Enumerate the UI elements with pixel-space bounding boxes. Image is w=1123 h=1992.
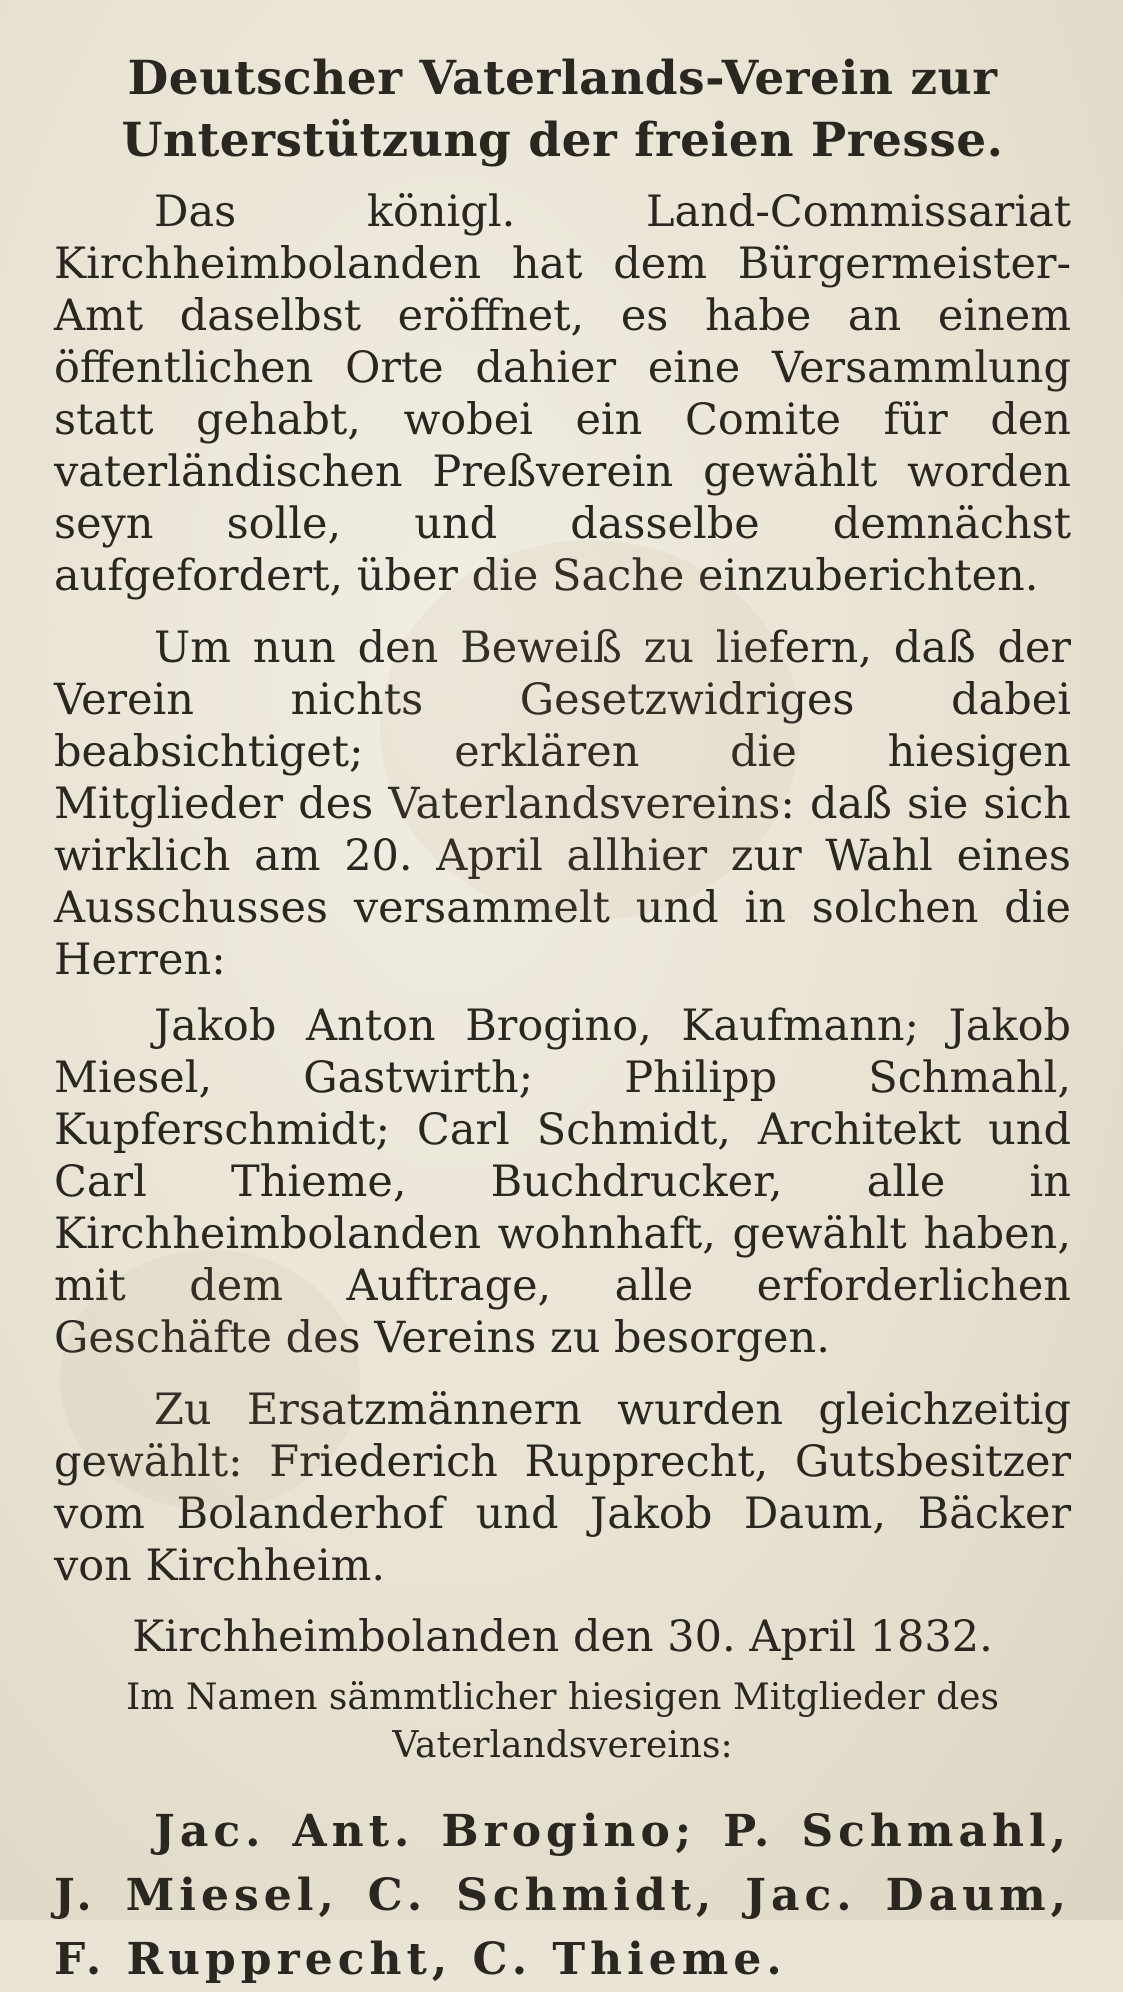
paragraph-commissariat: Das königl. Land-Commissariat Kirchheimbolanden hat dem Bürgermeister-Amt daselbst eröffnet, es habe an einem öffentlichen Orte dahier eine Versammlung statt gehabt, wobei ein Comite für den vaterländischen Preßverein gewählt worden seyn solle, und dasselbe demnächst aufgefordert, über die Sache einzuberichten.	[54, 187, 1071, 601]
paragraph-substitutes: Zu Ersatzmännern wurden gleichzeitig gewählt: Friederich Rupprecht, Gutsbesitzer vom Bolanderhof und Jakob Daum, Bäcker von Kirchheim.	[54, 1385, 1071, 1591]
paragraph-elected-members: Jakob Anton Brogino, Kaufmann; Jakob Miesel, Gastwirth; Philipp Schmahl, Kupferschmidt; Carl Schmidt, Architekt und Carl Thieme, Buchdrucker, alle in Kirchheimbolanden wohnhaft, gewählt haben, mit dem Auftrage, alle erforderlichen Geschäfte des Vereins zu besorgen.	[54, 1001, 1071, 1363]
paper-stain	[60, 1250, 360, 1510]
signatures: Jac. Ant. Brogino; P. Schmahl, J. Miesel, C. Schmidt, Jac. Daum, F. Rupprecht, C. Thieme.	[54, 1806, 1071, 1985]
paper-stain	[380, 540, 800, 920]
dateline: Kirchheimbolanden den 30. April 1832.	[132, 1612, 993, 1662]
paragraph-declaration: Um nun den Beweiß zu liefern, daß der Verein nichts Gesetzwidriges dabei beabsichtiget; erklären die hiesigen Mitglieder des Vaterlandsvereins: daß sie sich wirklich am 20. April allhier zur Wahl eines Ausschusses versammelt und in solchen die Herren:	[54, 623, 1071, 985]
on-behalf-line: Im Namen sämmtlicher hiesigen Mitglieder des Vaterlandsvereins:	[126, 1677, 999, 1766]
document-title: Deutscher Vaterlands-Verein zur Unterstützung der freien Presse.	[121, 51, 1004, 168]
